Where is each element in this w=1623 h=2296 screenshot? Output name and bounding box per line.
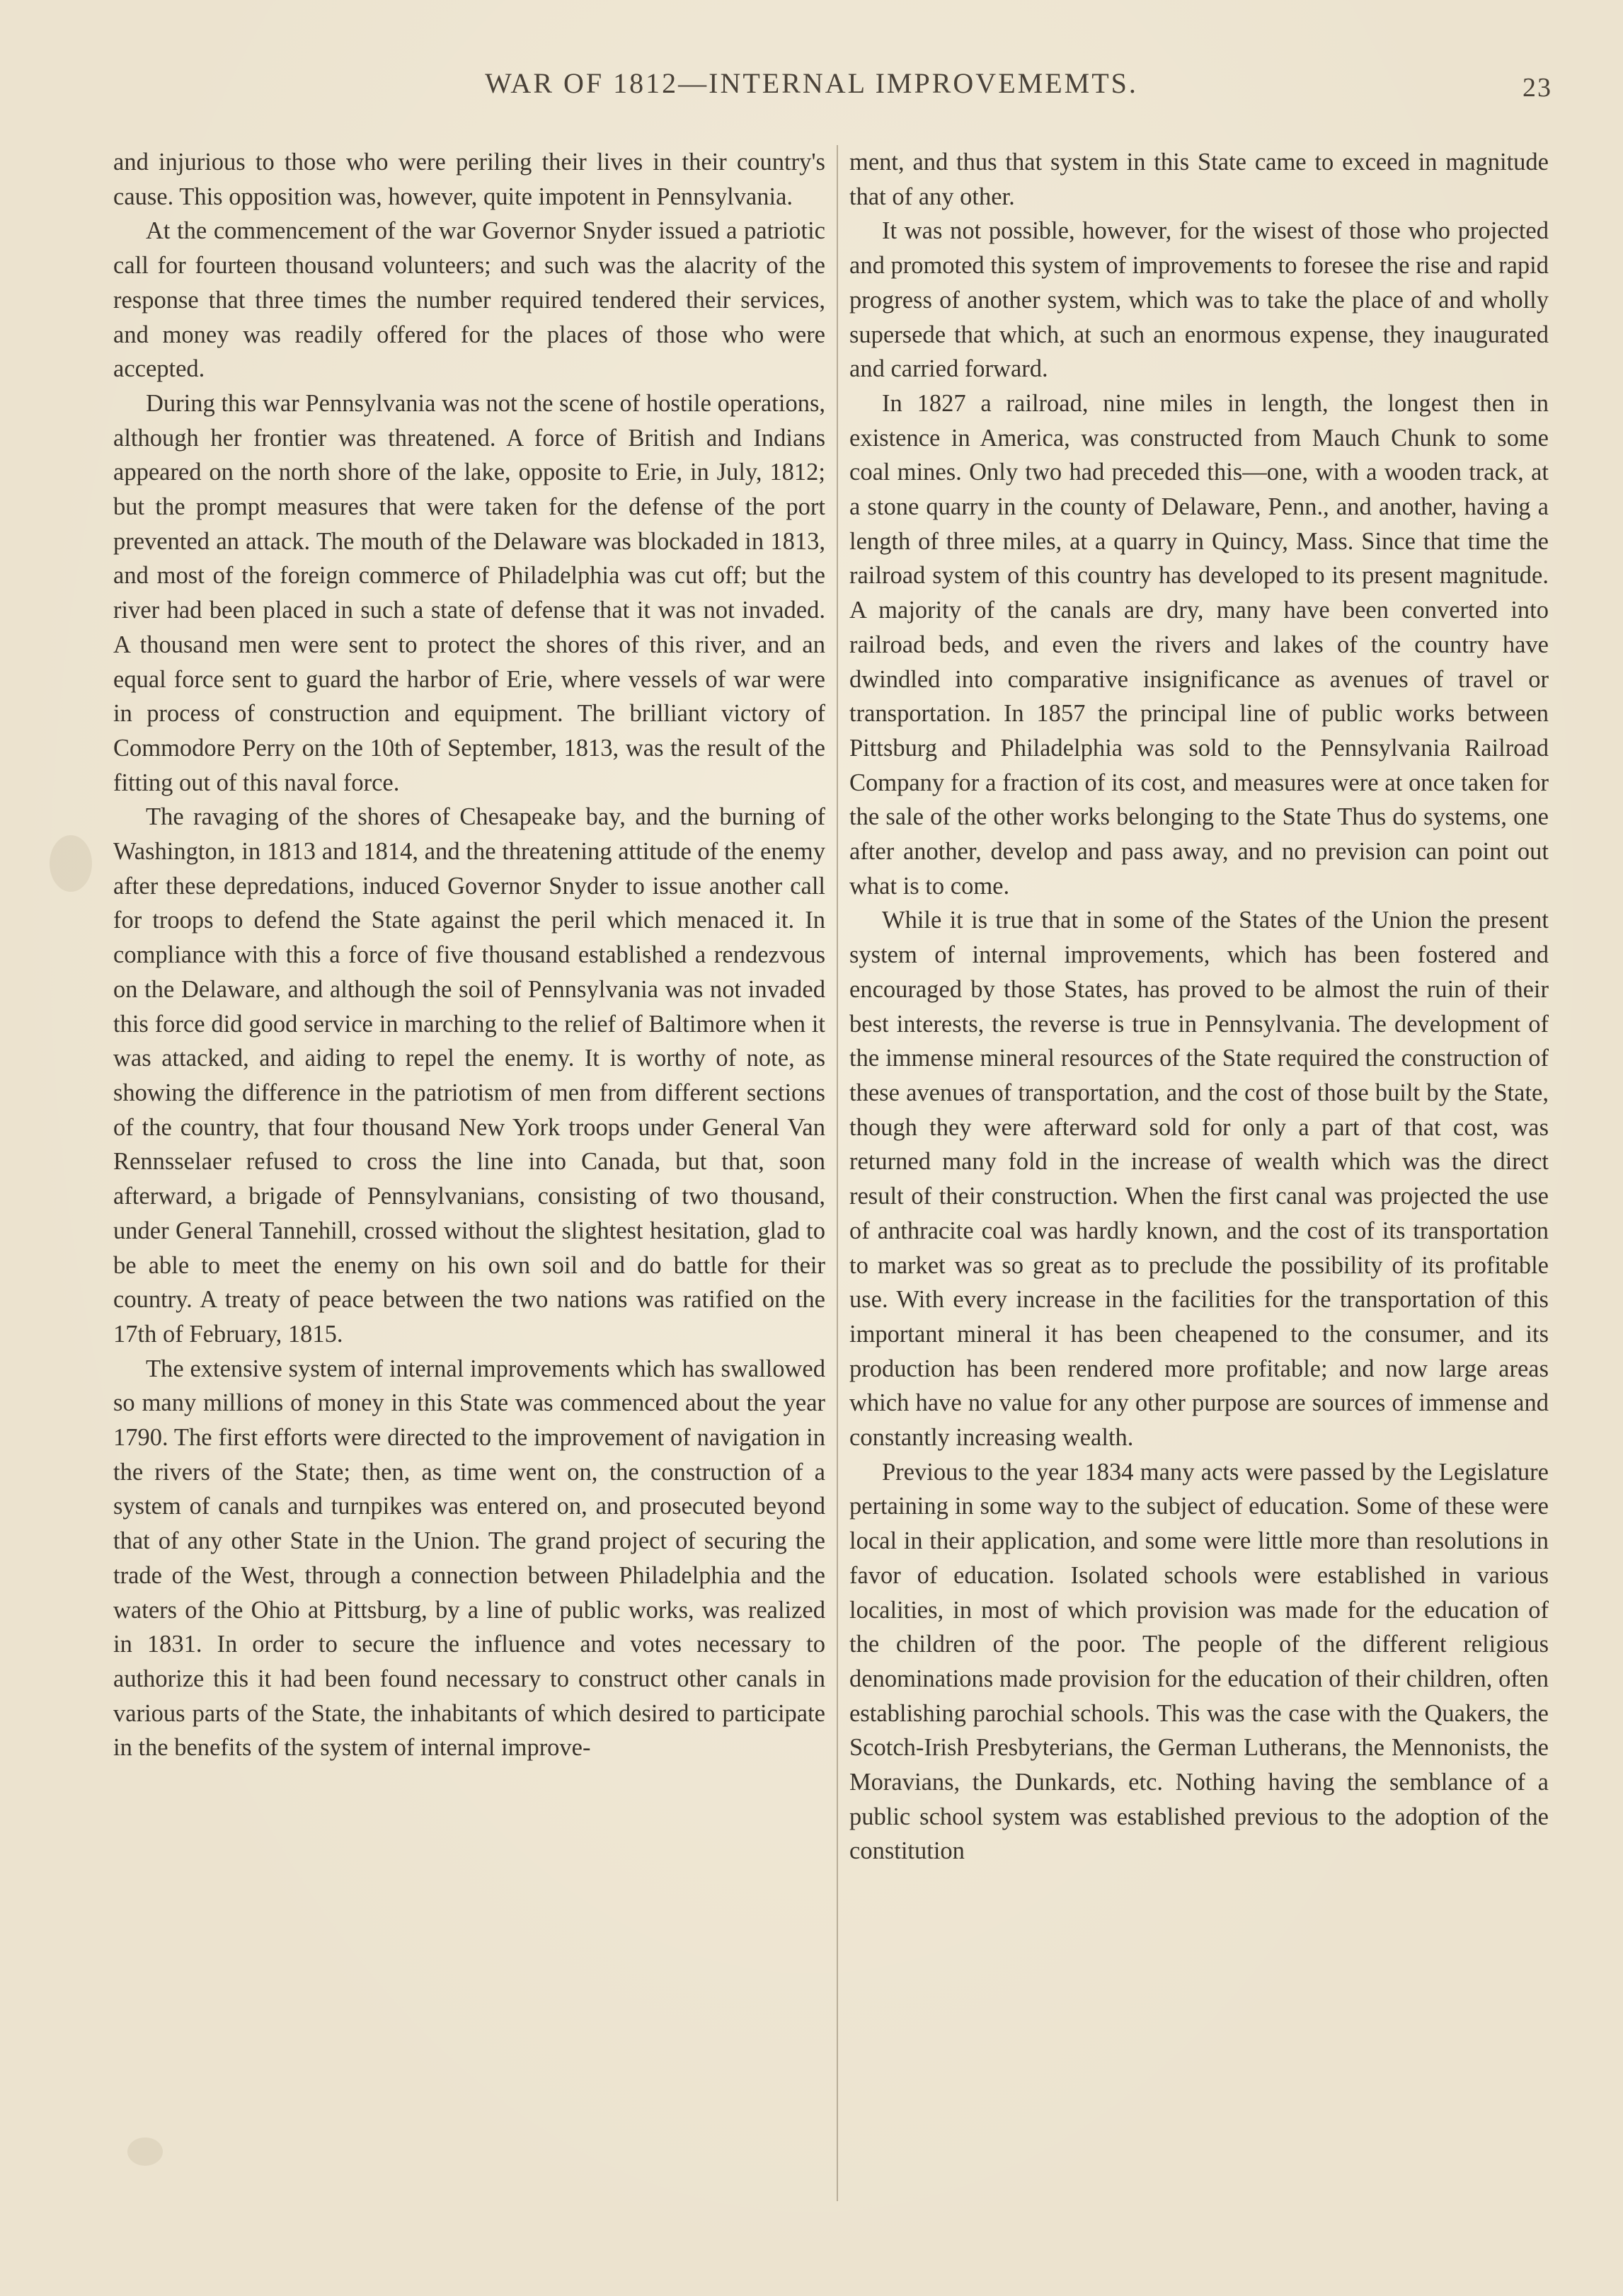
- paragraph: In 1827 a railroad, nine miles in length, the longest then in existence in America, was constructed from Mauch Chunk to some coal mines. Only two had preceded this—one, with a wooden track, at a stone quarry in the county of Delaware, Penn., and another, having a length of three miles, at a quarry in Quincy, Mass. Since that time the railroad system of this country has developed to its present magnitude. A majority of the canals are dry, many have been converted into railroad beds, and even the rivers and lakes of the country have dwindled into comparative insignificance as avenues of travel or transportation. In 1857 the principal line of public works between Pittsburg and Philadelphia was sold to the Pennsylvania Railroad Company for a fraction of its cost, and measures were at once taken for the sale of the other works belonging to the State Thus do systems, one after another, develop and pass away, and no prevision can point out what is to come.: [849, 389, 1549, 900]
- paragraph: and injurious to those who were periling their lives in their country's cause. This opposition was, however, quite impotent in Pennsylvania.: [113, 149, 825, 210]
- paper-stain: [127, 2137, 163, 2166]
- paragraph: While it is true that in some of the States of the Union the present system of internal improvements, which has been fostered and encouraged by those States, has proved to be almost the ruin of their best interests, the reverse is true in Pennsylvania. The development of the immense mineral resources of the State required the construction of these avenues of transportation, and the cost of those built by the State, though they were afterward sold for only a part of that cost, was returned many fold in the increase of wealth which was the direct result of their construction. When the first canal was projected the use of anthracite coal was hardly known, and the cost of its transportation to market was so great as to preclude the possibility of its profitable use. With every increase in the facilities for the transportation of this important mineral it has been cheapened to the consumer, and its production has been rendered more profitable; and now large areas which have no value for any other purpose are sources of immense and constantly increasing wealth.: [849, 907, 1549, 1452]
- left-column: [113, 145, 825, 1765]
- paragraph: During this war Pennsylvania was not the scene of hostile operations, although her frontier was threatened. A force of British and Indians appeared on the north shore of the lake, opposite to Erie, in July, 1812; but the prompt measures that were taken for the defense of the port prevented an attack. The mouth of the Delaware was blockaded in 1813, and most of the foreign commerce of Philadelphia was cut off; but the river had been placed in such a state of defense that it was not invaded. A thousand men were sent to protect the shores of this river, and an equal force sent to guard the harbor of Erie, where vessels of war were in process of construction and equipment. The brilliant victory of Commodore Perry on the 10th of September, 1813, was the result of the fitting out of this naval force.: [113, 389, 825, 796]
- page-header: [0, 62, 1623, 105]
- paper-stain: [50, 835, 92, 892]
- running-head: WAR OF 1812—INTERNAL IMPROVEMEMTS.: [485, 67, 1138, 99]
- page-number: 23: [1522, 73, 1552, 103]
- paragraph: At the commencement of the war Governor Snyder issued a patriotic call for fourteen thousand volunteers; and such was the alacrity of the response that three times the number required tendered their services, and money was readily offered for the places of those who were accepted.: [113, 217, 825, 383]
- paragraph: It was not possible, however, for the wisest of those who projected and promoted this system of improvements to foresee the rise and rapid progress of another system, which was to take the place of and wholly supersede that which, at such an enormous expense, they inaugurated and carried forward.: [849, 217, 1549, 383]
- column-divider: [837, 145, 838, 2201]
- paragraph: The extensive system of internal improvements which has swallowed so many millions of money in this State was commenced about the year 1790. The first efforts were directed to the improvement of navigation in the rivers of the State; then, as time went on, the construction of a system of canals and turnpikes was entered on, and prosecuted beyond that of any other State in the Union. The grand project of securing the trade of the West, through a connection between Philadelphia and the waters of the Ohio at Pittsburg, by a line of public works, was realized in 1831. In order to secure the influence and votes necessary to authorize this it had been found necessary to construct other canals in various parts of the State, the inhabitants of which desired to participate in the benefits of the system of internal improve-: [113, 1355, 825, 1762]
- right-column: [849, 145, 1549, 1869]
- paragraph: The ravaging of the shores of Chesapeake bay, and the burning of Washington, in 1813 and 1814, and the threatening attitude of the enemy after these depredations, induced Governor Snyder to issue another call for troops to defend the State against the peril which menaced it. In compliance with this a force of five thousand established a rendezvous on the Delaware, and although the soil of Pennsylvania was not invaded this force did good service in marching to the relief of Baltimore when it was attacked, and aiding to repel the enemy. It is worthy of note, as showing the difference in the patriotism of men from different sections of the country, that four thousand New York troops under General Van Rennsselaer refused to cross the line into Canada, but that, soon afterward, a brigade of Pennsylvanians, consisting of two thousand, under General Tannehill, crossed without the slightest hesitation, glad to be able to meet the enemy on his own soil and do battle for their country. A treaty of peace between the two nations was ratified on the 17th of February, 1815.: [113, 803, 825, 1348]
- paragraph: ment, and thus that system in this State came to exceed in magnitude that of any other.: [849, 149, 1549, 210]
- paragraph: Previous to the year 1834 many acts were passed by the Legislature pertaining in some way to the subject of education. Some of these were local in their application, and some were little more than resolutions in favor of education. Isolated schools were established in various localities, in most of which provision was made for the education of the children of the poor. The people of the different religious denominations made provision for the education of their children, often establishing parochial schools. This was the case with the Quakers, the Scotch-Irish Presbyterians, the German Lutherans, the Mennonists, the Moravians, the Dunkards, etc. Nothing having the semblance of a public school system was established previous to the adoption of the constitution: [849, 1458, 1549, 1865]
